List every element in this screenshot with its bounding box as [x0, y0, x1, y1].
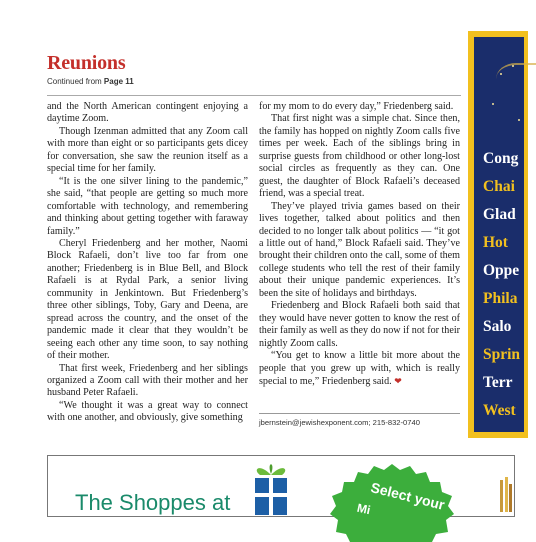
heart-icon: ❤: [394, 375, 402, 386]
article-column-1: [47, 101, 248, 425]
paragraph: Friedenberg and Block Rafaeli both said that they would have never gotten to know the rest of their family as well as they do now if not for their nightly Zoom calls.: [259, 300, 460, 349]
swoosh-decoration: [496, 63, 536, 95]
byline-rule: [259, 413, 460, 414]
sidebar-ad-item: Terr: [483, 374, 513, 391]
badge-line-1: Select your: [369, 479, 447, 513]
sidebar-ad-item: Hot: [483, 234, 508, 251]
sidebar-ad-item: Salo: [483, 318, 512, 335]
sidebar-ad-item: Glad: [483, 206, 516, 223]
page-top-mark: [386, 0, 392, 3]
paragraph: Cheryl Friedenberg and her mother, Naomi Block Rafaeli, don’t live too far from one another; Friedenberg is in Blue Bell, and Block Rafaeli is at Rydal Park, a senior living community in Jenkintown. But Friedenberg’s three other siblings, Toby, Gary and Deena, are spread across the country, and the onset of the pandemic made it clear that they wouldn’t be seeing each other any time soon, to say nothing of their mother.: [47, 237, 248, 362]
sidebar-ad-item: West: [483, 402, 516, 419]
star-icon: [500, 73, 502, 75]
badge-line-2: Mi: [355, 500, 372, 518]
continued-page-link[interactable]: Page 11: [103, 77, 134, 86]
paragraph: That first week, Friedenberg and her siblings organized a Zoom call with their mother and her husband Peter Rafaeli.: [47, 362, 248, 399]
paragraph: That first night was a simple chat. Since then, the family has hopped on nightly Zoom calls five times per week. Each of the siblings bring in surprise guests from childhood or other long-lost social circles as frequently as they can. One guest, the daughter of Block Rafaeli’s deceased friend, was a special treat.: [259, 113, 460, 200]
gift-box-icon: [250, 459, 292, 515]
continued-prefix: Continued from: [47, 77, 104, 86]
sidebar-ad-item: Oppe: [483, 262, 520, 279]
paragraph: and the North American contingent enjoying a daytime Zoom.: [47, 101, 248, 125]
paragraph: Though Izenman admitted that any Zoom call with more than eight or so participants gets dicey for conversation, she saw the reunion itself as a special time for her family.: [47, 125, 248, 175]
final-paragraph: [259, 350, 460, 388]
sidebar-ad-item: Sprin: [483, 346, 521, 363]
sidebar-ad-item: Cong: [483, 150, 519, 167]
paragraph: for my mom to do every day,” Friedenberg said.: [259, 101, 454, 112]
star-icon: [512, 65, 514, 67]
paragraph: “It is the one silver lining to the pandemic,” she said, “that people are getting so much more comfortable with technology, and remembering and thinking about getting together with faraway family.”: [47, 175, 248, 237]
star-icon: [492, 103, 494, 105]
sidebar-ad-item: Chai: [483, 178, 515, 195]
sidebar-ad[interactable]: [474, 37, 524, 432]
paragraph: “We thought it was a great way to connect with one another, and obviously, give something: [47, 399, 248, 424]
paragraph-text: “You get to know a little bit more about the people that you grew up with, which is really special to me,” Friedenberg said.: [259, 350, 460, 387]
continued-from: [47, 77, 134, 86]
headline: Reunions: [47, 52, 126, 74]
star-icon: [518, 119, 520, 121]
shoppes-text: The Shoppes at: [75, 490, 231, 515]
sidebar-ad-item: Phila: [483, 290, 518, 307]
byline-email[interactable]: jbernstein@jewishexponent.com; 215-832-0740: [259, 418, 420, 427]
paragraph: They’ve played trivia games based on their lives together, talked about politics and then decided to no longer talk about politics — “it got a little out of hand,” Block Rafaeli said. They’ve brought their children onto the call, some of them college students who tell the rest of their family about their unique pandemic experiences. It’s been the site of holidays and birthdays.: [259, 200, 460, 299]
header-rule: [47, 95, 461, 96]
corner-ad-art: [496, 474, 512, 512]
article-column-2: [259, 101, 460, 388]
